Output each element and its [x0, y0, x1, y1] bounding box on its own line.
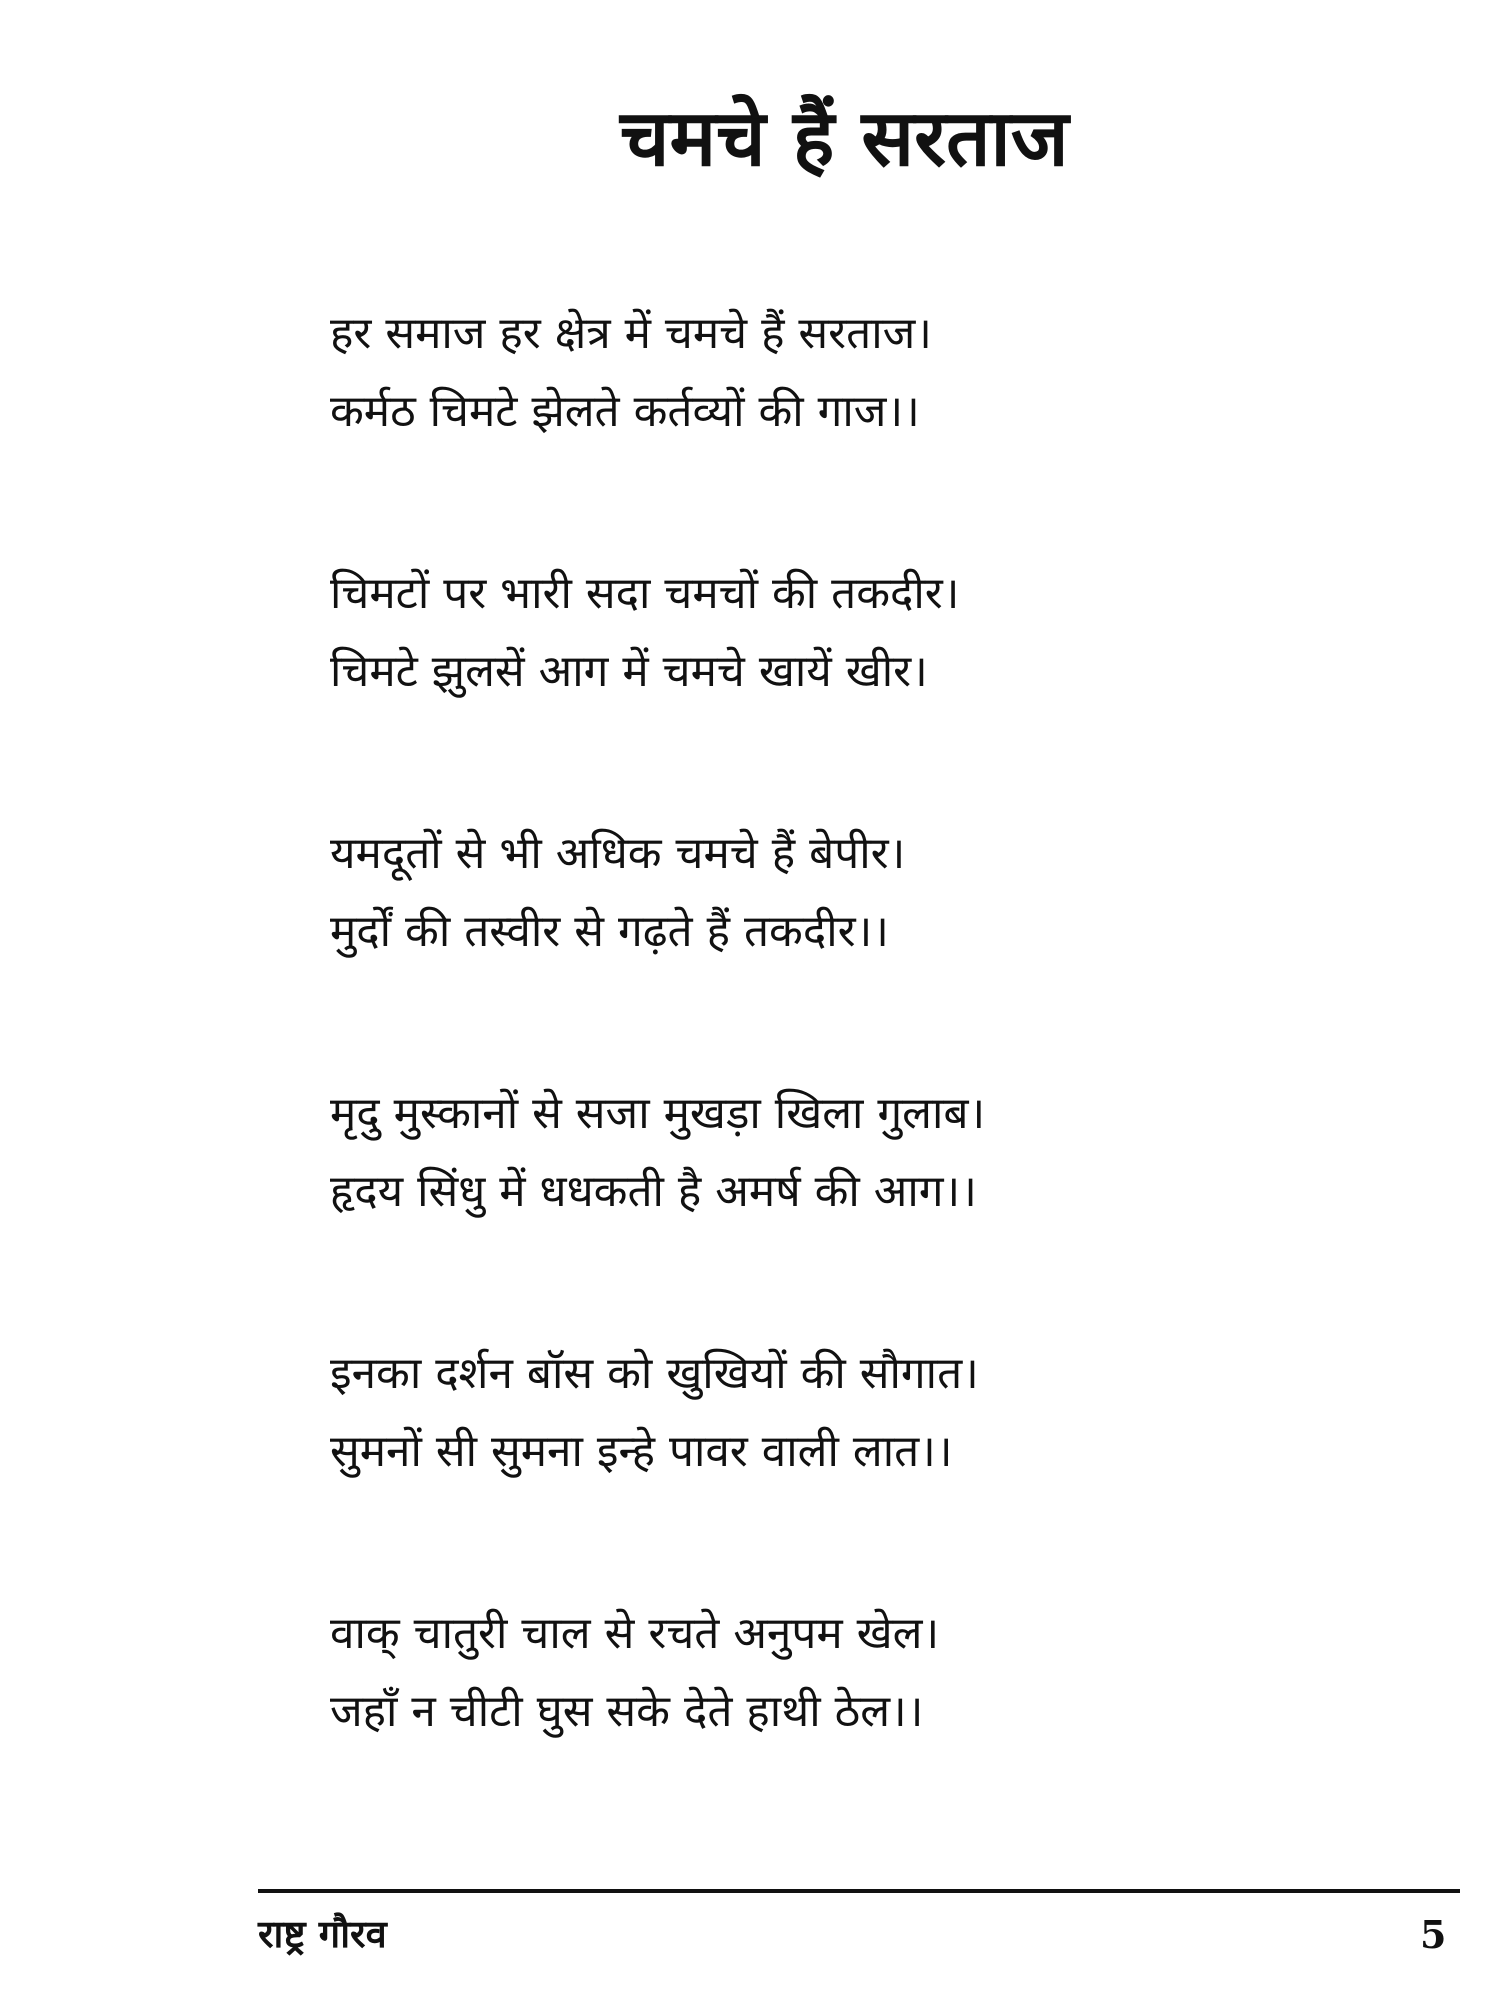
book-title: राष्ट्र गौरव	[258, 1912, 387, 1956]
poem-body	[330, 295, 1230, 1855]
poem-line: सुमनों सी सुमना इन्हे पावर वाली लात।।	[330, 1426, 953, 1477]
poem-title: चमचे हैं सरताज	[620, 94, 1069, 184]
poem-line: चिमटे झुलसें आग में चमचे खायें खीर।	[330, 646, 928, 697]
stanza-4	[330, 1075, 1230, 1231]
poem-line: मृदु मुस्कानों से सजा मुखड़ा खिला गुलाब।	[330, 1088, 986, 1139]
poem-line: हृदय सिंधु में धधकती है अमर्ष की आग।।	[330, 1166, 977, 1217]
poem-line: जहाँ न चीटी घुस सके देते हाथी ठेल।।	[330, 1686, 924, 1737]
page-number: 5	[1420, 1912, 1447, 1957]
poem-line: मुर्दों की तस्वीर से गढ़ते हैं तकदीर।।	[330, 906, 889, 957]
poem-line: हर समाज हर क्षेत्र में चमचे हैं सरताज।	[330, 308, 932, 359]
poem-line: यमदूतों से भी अधिक चमचे हैं बेपीर।	[330, 828, 906, 879]
poem-line: कर्मठ चिमटे झेलते कर्तव्यों की गाज।।	[330, 386, 920, 437]
footer-divider	[258, 1889, 1460, 1893]
stanza-2	[330, 555, 1230, 711]
stanza-5	[330, 1335, 1230, 1491]
stanza-1	[330, 295, 1230, 451]
stanza-3	[330, 815, 1230, 971]
stanza-6	[330, 1595, 1230, 1751]
poem-line: इनका दर्शन बॉस को खुखियों की सौगात।	[330, 1348, 979, 1399]
poem-line: वाक् चातुरी चाल से रचते अनुपम खेल।	[330, 1608, 940, 1659]
poem-line: चिमटों पर भारी सदा चमचों की तकदीर।	[330, 568, 960, 619]
